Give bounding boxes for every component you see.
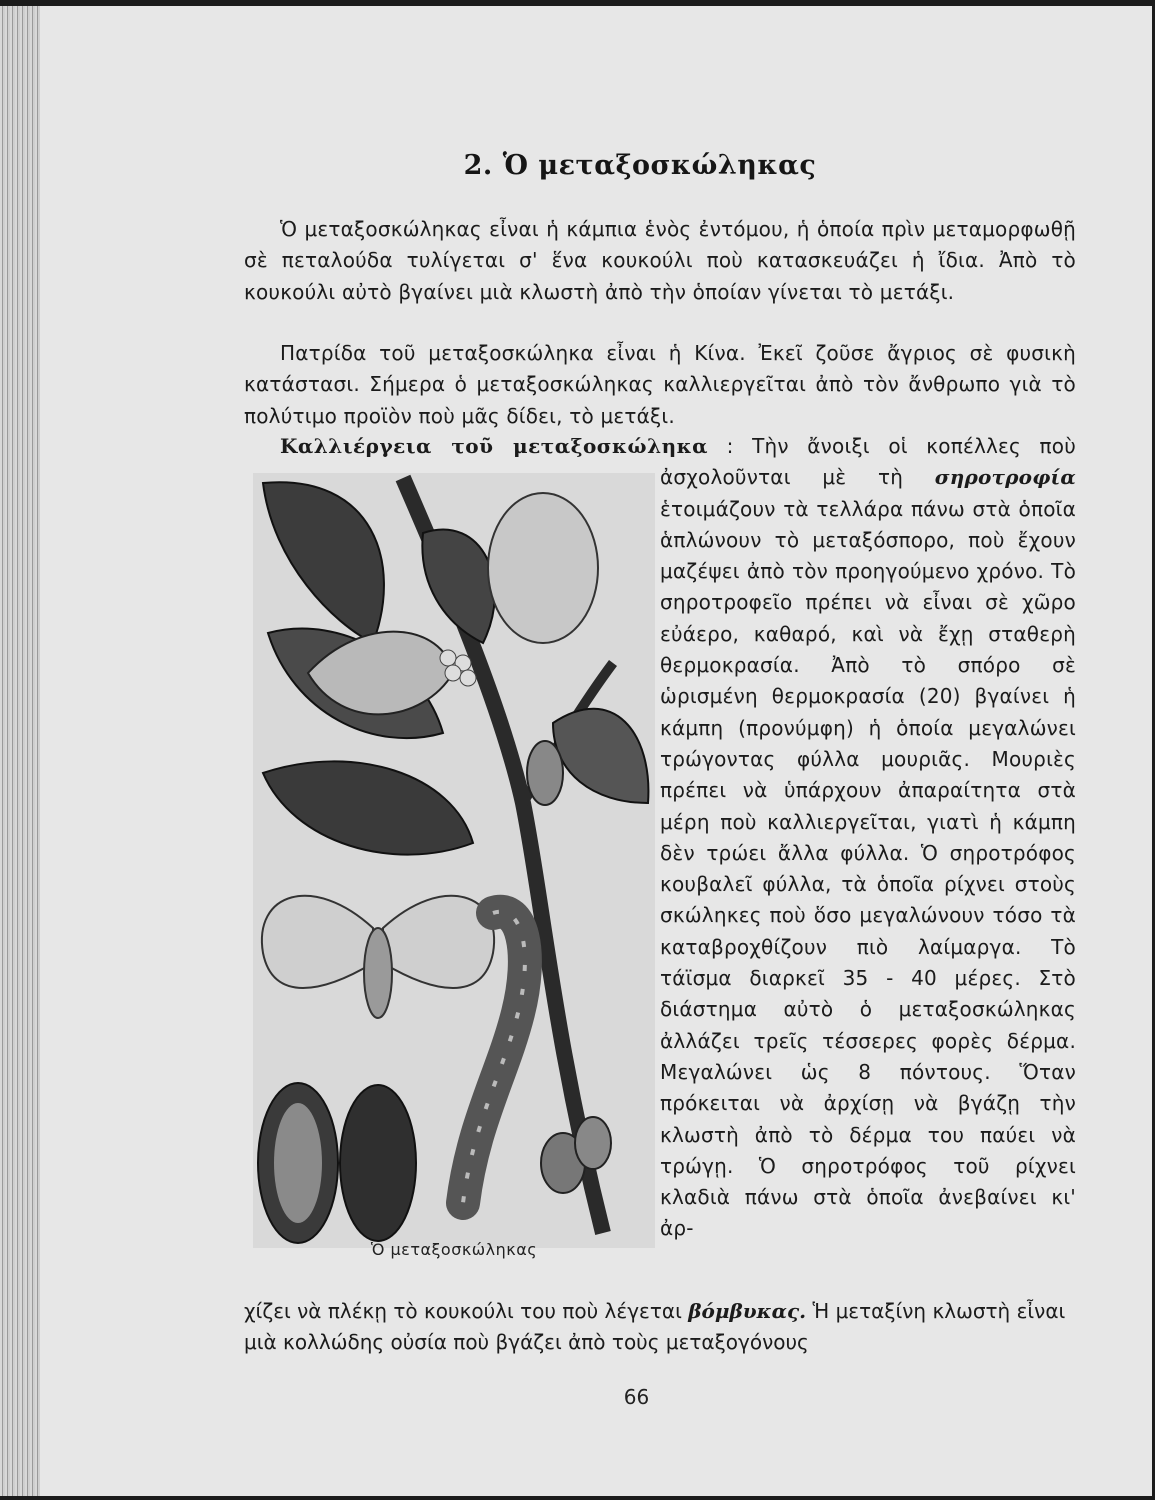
term-cocoon: βόμβυκας. [688,1299,807,1323]
page-number: 66 [623,1385,650,1409]
page-title: 2. Ὁ μεταξοσκώληκας [463,150,817,181]
paragraph-continuation [244,1296,1076,1359]
cultivation-text-start: Τὴν ἄνοιξι οἱ κοπέλλες ποὺ ἀσχολοῦνται μὲ τὴ [660,434,1076,490]
continuation-text-end: Ἡ μεταξίνη κλωστὴ εἶναι μιὰ κολλώδης οὐσία ποὺ βγάζει ἀπὸ τοὺς μεταξογόνους [244,1299,1066,1355]
paragraph-cultivation [244,431,1076,1291]
continuation-text-start: χίζει νὰ πλέκῃ τὸ κουκούλι του ποὺ λέγεται [244,1299,689,1323]
cultivation-separator: : [708,434,753,458]
term-sericulture: σηροτροφία [934,465,1076,490]
cultivation-heading: Καλλιέργεια τοῦ μεταξοσκώληκα [280,434,709,458]
paragraph-intro: Ὁ μεταξοσκώληκας εἶναι ἡ κάμπια ἑνὸς ἐντόμου, ἡ ὁποία πρὶν μεταμορφωθῇ σὲ πεταλούδα τυλίγεται σ' ἕνα κουκούλι ποὺ κατασκευάζει ἡ ἴδια. Ἀπὸ τὸ κουκούλι αὐτὸ βγαίνει μιὰ κλωστὴ ἀπὸ τὴν ὁποίαν γίνεται τὸ μετάξι. [244,217,1076,304]
page-edge [0,6,40,1496]
figure-caption: Ὁ μεταξοσκώληκας [370,1240,538,1259]
cultivation-text-end: ἑτοιμάζουν τὰ τελλάρα πάνω στὰ ὁποῖα ἁπλώνουν τὸ μεταξόσπορο, ποὺ ἔχουν μαζέψει ἀπὸ τὸν προηγούμενο χρόνο. Τὸ σηροτροφεῖο πρέπει νὰ εἶναι σὲ χῶρο εὐάερο, καθαρό, καὶ νὰ ἔχῃ σταθερὴ θερμοκρασία. Ἀπὸ τὸ σπόρο σὲ ὡρισμένη θερμοκρασία (20) βγαίνει ἡ κάμπη (προνύμφη) ἡ ὁποία μεγαλώνει τρώγοντας φύλλα μουριᾶς. Μουριὲς πρέπει νὰ ὑπάρχουν ἀπαραίτητα στὰ μέρη ποὺ καλλιεργεῖται, γιατὶ ἡ κάμπη δὲν τρώει ἄλλα φύλλα. Ὁ σηροτρόφος κουβαλεῖ φύλλα, τὰ ὁποῖα ρίχνει στοὺς σκώληκες ποὺ ὅσο μεγαλώνουν τόσο τὰ καταβροχθίζουν πιὸ λαίμαργα. Τὸ τάϊσμα διαρκεῖ 35 - 40 μέρες. Στὸ διάστημα αὐτὸ ὁ μεταξοσκώληκας ἀλλάζει τρεῖς τέσσερες φορὲς δέρμα. Μεγαλώνει ὡς 8 πόντους. Ὅταν πρόκειται νὰ ἀρχίσῃ νὰ βγάζῃ τὴν κλωστὴ ἀπὸ τὸ δέρμα του παύει νὰ τρώγῃ. Ὁ σηροτρόφος τοῦ ρίχνει κλαδιὰ πάνω στὰ ὁποῖα ἀνεβαίνει κι' ἀρ- [660,496,1076,1241]
paragraph-homeland: Πατρίδα τοῦ μεταξοσκώληκα εἶναι ἡ Κίνα. Ἐκεῖ ζοῦσε ἄγριος σὲ φυσικὴ κατάστασι. Σήμερα ὁ μεταξοσκώληκας καλλιεργεῖται ἀπὸ τὸν ἄνθρωπο γιὰ τὸ πολύτιμο προϊὸν ποὺ μᾶς δίδει, τὸ μετάξι. [244,341,1076,428]
